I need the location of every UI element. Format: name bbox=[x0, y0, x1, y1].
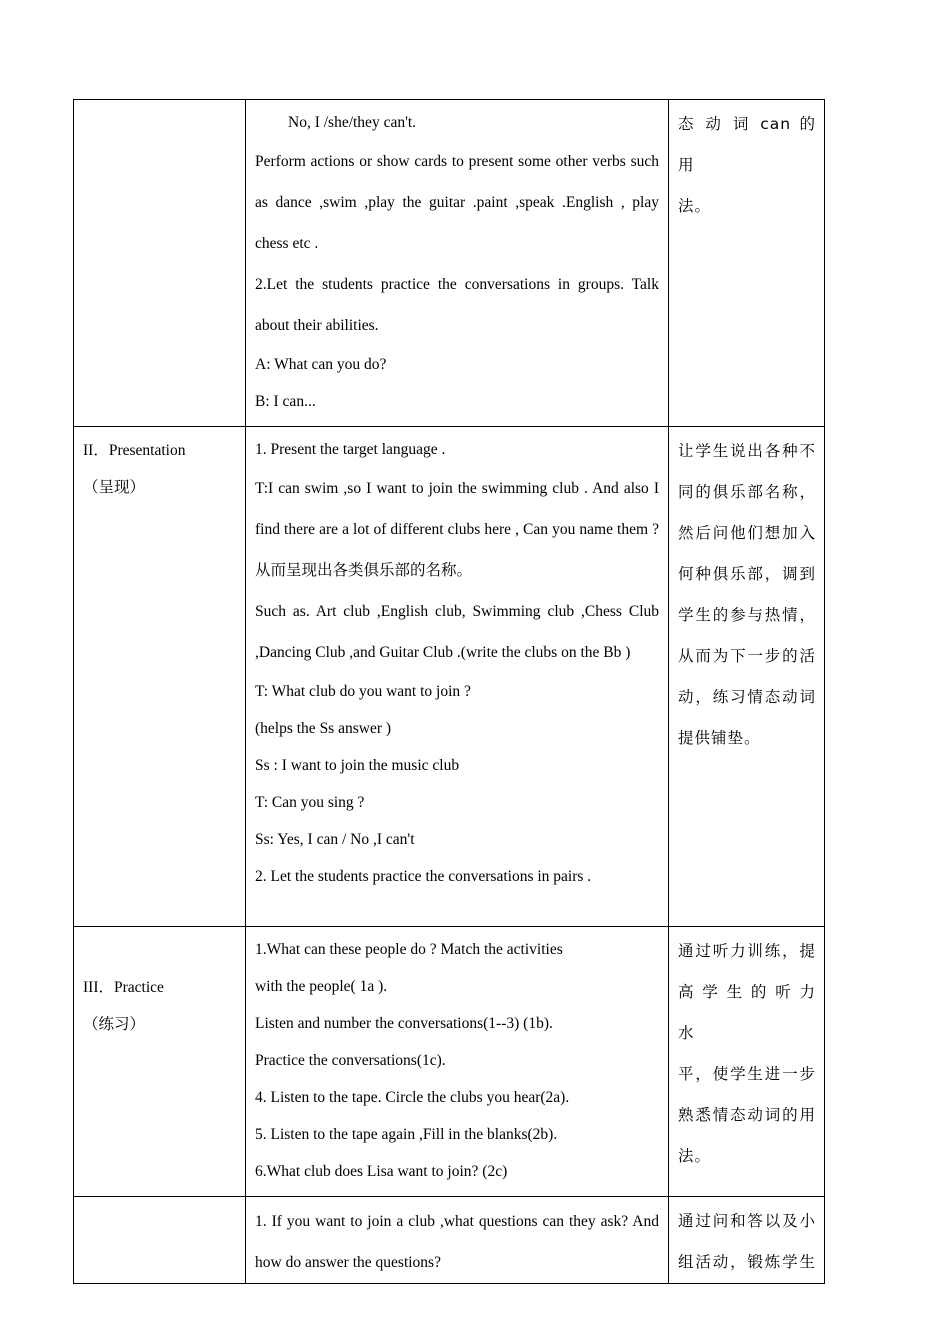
purpose-line: 从而为下一步的活 bbox=[678, 647, 816, 665]
procedure-line: T: What club do you want to join ? bbox=[255, 683, 471, 700]
table-row bbox=[74, 100, 825, 427]
procedure-cell bbox=[246, 427, 669, 927]
procedure-cell bbox=[246, 1197, 669, 1284]
purpose-line: 然后问他们想加入 bbox=[678, 524, 816, 542]
stage-subtitle: （呈现） bbox=[83, 479, 146, 496]
purpose-line: 熟悉情态动词的用 bbox=[678, 1106, 816, 1124]
procedure-line: T:I can swim ,so I want to join the swimming club . And also I find there are a lot of different clubs here , Can you name them ?从而呈现出各类俱乐部的名称。 bbox=[255, 480, 659, 579]
stage-cell bbox=[74, 927, 246, 1197]
procedure-line: 6.What club does Lisa want to join? (2c) bbox=[255, 1163, 508, 1180]
procedure-line: Perform actions or show cards to present some other verbs such as dance ,swim ,play the guitar .paint ,speak .English , play chess etc . bbox=[255, 153, 659, 252]
table-row bbox=[74, 927, 825, 1197]
purpose-line: 提供铺垫。 bbox=[678, 729, 761, 747]
purpose-line: 同的俱乐部名称， bbox=[678, 483, 816, 501]
procedure-line: with the people( 1a ). bbox=[255, 978, 388, 995]
purpose-line: 态 动 词 can 的 用 bbox=[678, 115, 816, 174]
table-row bbox=[74, 427, 825, 927]
procedure-line: 1. If you want to join a club ,what questions can they ask? And how do answer the questions? bbox=[255, 1213, 659, 1271]
purpose-line: 通过听力训练，提 bbox=[678, 942, 816, 960]
table-row bbox=[74, 1197, 825, 1284]
stage-title: II．Presentation bbox=[83, 442, 186, 459]
procedure-line: B: I can... bbox=[255, 393, 316, 410]
purpose-line: 高 学 生 的 听 力 水 bbox=[678, 983, 816, 1042]
purpose-line: 动，练习情态动词 bbox=[678, 688, 816, 706]
purpose-line: 何种俱乐部，调到 bbox=[678, 565, 816, 583]
purpose-line: 学生的参与热情， bbox=[678, 606, 816, 624]
purpose-line: 组活动，锻炼学生 bbox=[678, 1253, 816, 1271]
stage-cell bbox=[74, 427, 246, 927]
purpose-cell bbox=[669, 100, 825, 427]
purpose-cell bbox=[669, 427, 825, 927]
procedure-line: Listen and number the conversations(1--3) (1b). bbox=[255, 1015, 553, 1032]
purpose-line: 通过问和答以及小 bbox=[678, 1212, 816, 1230]
purpose-line: 让学生说出各种不 bbox=[678, 442, 816, 460]
procedure-line: 4. Listen to the tape. Circle the clubs you hear(2a). bbox=[255, 1089, 570, 1106]
procedure-line: 2.Let the students practice the conversations in groups. Talk about their abilities. bbox=[255, 276, 659, 334]
purpose-cell bbox=[669, 927, 825, 1197]
purpose-line: 平，使学生进一步 bbox=[678, 1065, 816, 1083]
stage-cell bbox=[74, 1197, 246, 1284]
procedure-line: A: What can you do? bbox=[255, 356, 387, 373]
purpose-line: 法。 bbox=[678, 1147, 712, 1165]
purpose-cell bbox=[669, 1197, 825, 1284]
procedure-line: 1.What can these people do ? Match the activities bbox=[255, 941, 563, 958]
procedure-cell bbox=[246, 100, 669, 427]
stage-subtitle: （练习） bbox=[83, 1016, 146, 1033]
procedure-line: Ss: Yes, I can / No ,I can't bbox=[255, 831, 415, 848]
procedure-line: 2. Let the students practice the conversations in pairs . bbox=[255, 868, 592, 885]
procedure-line: 5. Listen to the tape again ,Fill in the blanks(2b). bbox=[255, 1126, 558, 1143]
purpose-line: 法。 bbox=[678, 197, 712, 215]
lesson-plan-table bbox=[73, 99, 825, 1284]
stage-cell bbox=[74, 100, 246, 427]
stage-title: III．Practice bbox=[83, 979, 164, 996]
procedure-cell bbox=[246, 927, 669, 1197]
procedure-line: Such as. Art club ,English club, Swimming club ,Chess Club ,Dancing Club ,and Guitar Club .(write the clubs on the Bb ) bbox=[255, 603, 659, 661]
procedure-line: 1. Present the target language . bbox=[255, 441, 446, 458]
procedure-line: T: Can you sing ? bbox=[255, 794, 365, 811]
procedure-line: (helps the Ss answer ) bbox=[255, 720, 392, 737]
procedure-line: Ss : I want to join the music club bbox=[255, 757, 460, 774]
procedure-line: No, I /she/they can't. bbox=[288, 114, 417, 131]
procedure-line: Practice the conversations(1c). bbox=[255, 1052, 446, 1069]
